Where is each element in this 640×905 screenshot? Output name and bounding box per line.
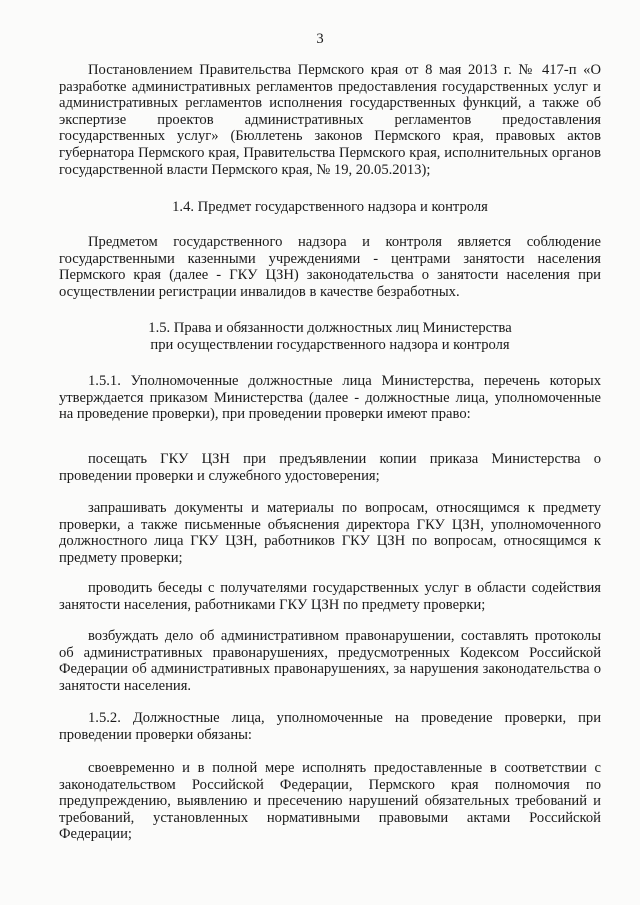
- paragraph-1-5-2: 1.5.2. Должностные лица, уполномоченные на проведение проверки, при проведении проверки обязаны:: [59, 710, 601, 743]
- paragraph-right-request: запрашивать документы и материалы по вопросам, относящимся к предмету проверки, а также письменные объяснения директора ГКУ ЦЗН, уполномоченного должностного лица ГКУ ЦЗН, работников ГКУ ЦЗН по вопросам, относящимся к предмету проверки;: [59, 500, 601, 566]
- section-heading-1-5-line2: при осуществлении государственного надзора и контроля: [150, 337, 510, 353]
- paragraph-right-visit: посещать ГКУ ЦЗН при предъявлении копии приказа Министерства о проведении проверки и служебного удостоверения;: [59, 451, 601, 484]
- paragraph-subject: Предметом государственного надзора и контроля является соблюдение государственными казенными учреждениями - центрами занятости населения Пермского края (далее - ГКУ ЦЗН) законодательства о занятости населения при осуществлении регистрации инвалидов в качестве безработных.: [59, 234, 601, 300]
- paragraph-duty-exercise: своевременно и в полной мере исполнять предоставленные в соответствии с законодательством Российской Федерации, Пермского края полномочия по предупреждению, выявлению и пресечению нарушений обязательных требований и требований, установленных нормативными правовыми актами Российской Федерации;: [59, 760, 601, 843]
- paragraph-right-case: возбуждать дело об административном правонарушении, составлять протоколы об административных правонарушениях, предусмотренных Кодексом Российской Федерации об административных правонарушениях, за нарушения законодательства о занятости населения.: [59, 628, 601, 694]
- section-heading-1-4: 1.4. Предмет государственного надзора и контроля: [172, 199, 488, 215]
- page-number: 3: [316, 31, 324, 47]
- section-heading-1-5-line1: 1.5. Права и обязанности должностных лиц Министерства: [148, 320, 512, 336]
- paragraph-right-talk: проводить беседы с получателями государственных услуг в области содействия занятости населения, работниками ГКУ ЦЗН по предмету проверки;: [59, 580, 601, 613]
- paragraph-decree: Постановлением Правительства Пермского края от 8 мая 2013 г. № 417-п «О разработке административных регламентов предоставления государственных услуг и административных регламентов исполнения государственных функций, а также об экспертизе проектов административных регламентов предоставления государственных услуг» (Бюллетень законов Пермского края, правовых актов губернатора Пермского края, Правительства Пермского края, исполнительных органов государственной власти Пермского края, № 19, 20.05.2013);: [59, 62, 601, 178]
- paragraph-1-5-1: 1.5.1. Уполномоченные должностные лица Министерства, перечень которых утверждается приказом Министерства (далее - должностные лица, уполномоченные на проведение проверки), при проведении проверки имеют право:: [59, 373, 601, 423]
